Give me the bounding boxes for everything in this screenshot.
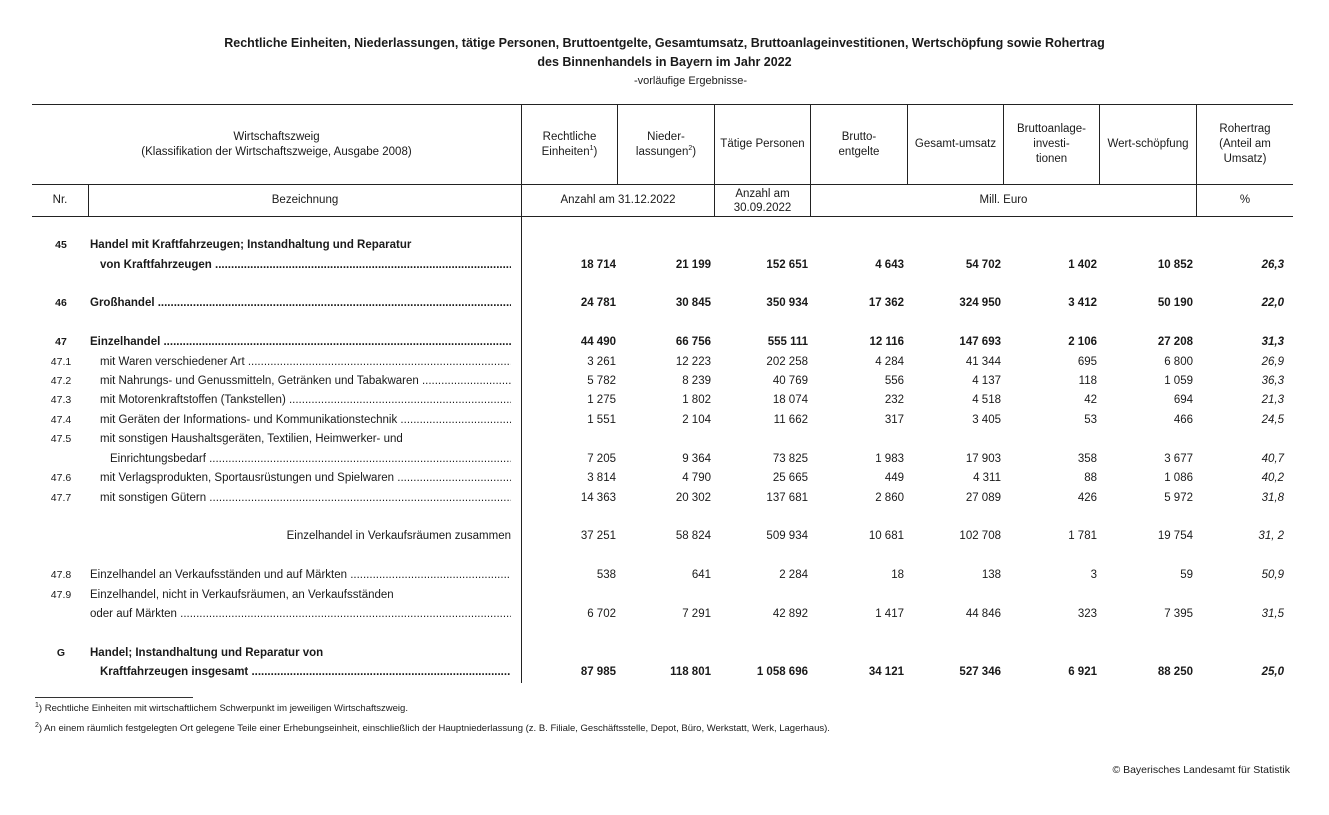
header-text: Rechtliche [542,130,597,143]
cell-value: 137 681 [766,492,808,504]
row-number: 47.7 [50,492,72,504]
header-text: Gesamt-umsatz [914,138,997,150]
cell-value: 694 [1173,394,1193,406]
footnote-rule [35,697,193,698]
header-text: Einheiten [541,145,590,158]
row-number: 46 [55,297,67,309]
cell-value: 21,3 [1261,394,1284,406]
header-text: entgelte [838,145,880,158]
cell-value: 4 137 [972,375,1001,387]
cell-value: 18 074 [772,394,808,406]
row-number: 47.8 [50,569,72,581]
row-label: mit Geräten der Informations- und Kommunikationstechnik ..... [100,414,511,426]
unit-mill-euro: Mill. Euro [979,194,1028,206]
cell-value: 1 402 [1068,259,1097,271]
cell-value: 1 417 [875,608,904,620]
cell-value: 40,7 [1261,453,1284,465]
unit-anzahl-30-09 [715,185,810,216]
cell-value: 3 [1090,569,1097,581]
cell-value: 3 405 [972,414,1001,426]
unit-percent: % [1239,194,1251,206]
cell-value: 102 708 [959,530,1001,542]
cell-value: 8 239 [682,375,711,387]
cell-value: 1 059 [1164,375,1193,387]
cell-value: 1 086 [1164,472,1193,484]
cell-value: 36,3 [1261,375,1284,387]
header-rechtliche-einheiten [522,105,617,184]
row-number: 47 [55,336,67,348]
cell-value: 350 934 [766,297,808,309]
cell-value: 1 781 [1068,530,1097,542]
cell-value: 58 824 [675,530,711,542]
cell-value: 232 [884,394,904,406]
cell-value: 87 985 [580,666,616,678]
row-label: mit Verlagsprodukten, Sportausrüstungen und Spielwaren ..... [100,472,511,484]
cell-value: 1 058 696 [756,666,808,678]
cell-value: 147 693 [959,336,1001,348]
row-label: Einzelhandel in Verkaufsräumen zusammen [286,530,511,542]
cell-value: 1 551 [587,414,616,426]
table-title-line2: des Binnenhandels in Bayern im Jahr 2022 [537,55,792,69]
copyright: © Bayerisches Landesamt für Statistik [1112,764,1290,776]
cell-value: 4 284 [875,356,904,368]
cell-value: 4 790 [682,472,711,484]
row-label: von Kraftfahrzeugen ..... [100,259,511,271]
table-subtitle: -vorläufige Ergebnisse- [633,75,748,87]
cell-value: 426 [1077,492,1097,504]
cell-value: 324 950 [959,297,1001,309]
cell-value: 40 769 [772,375,808,387]
cell-value: 59 [1180,569,1193,581]
cell-value: 66 756 [675,336,711,348]
cell-value: 118 [1078,375,1097,387]
cell-value: 50 190 [1157,297,1193,309]
cell-value: 88 250 [1157,666,1193,678]
cell-value: 17 362 [868,297,904,309]
cell-value: 527 346 [959,666,1001,678]
cell-value: 42 892 [772,608,808,620]
cell-value: 41 344 [965,356,1001,368]
cell-value: 18 [891,569,904,581]
cell-value: 73 825 [772,453,808,465]
row-label: Einzelhandel an Verkaufsständen und auf Märkten ..... [90,569,511,581]
cell-value: 2 106 [1068,336,1097,348]
row-label: Handel mit Kraftfahrzeugen; Instandhaltung und Reparatur [90,239,412,251]
cell-value: 25,0 [1261,666,1284,678]
cell-value: 11 662 [773,414,808,426]
cell-value: 25 665 [772,472,808,484]
header-text: Bruttoanlage- [1016,123,1087,135]
header-text: Brutto- [841,130,877,143]
row-number: 45 [55,239,67,251]
header-bruttoanlageinvestitionen [1004,105,1099,184]
header-text: 30.09.2022 [733,201,792,214]
cell-value: 12 223 [675,356,711,368]
row-number: 47.4 [50,414,72,426]
cell-value: 5 972 [1164,492,1193,504]
cell-value: 44 490 [580,336,616,348]
cell-value: 6 800 [1164,356,1193,368]
header-niederlassungen [618,105,714,184]
footnote-2 [35,723,830,734]
cell-value: 3 412 [1068,297,1097,309]
header-text: Wert-schöpfung [1107,138,1189,150]
cell-value: 1 802 [682,394,711,406]
row-number: 47.5 [50,433,72,445]
cell-value: 26,9 [1261,356,1284,368]
footnote-marker: 1 [35,701,39,709]
header-text: Nieder- [647,130,685,143]
cell-value: 10 681 [868,530,904,542]
cell-value: 6 702 [587,608,616,620]
header-wz-line1: Wirtschaftszweig [233,130,320,143]
cell-value: 449 [884,472,904,484]
cell-value: 556 [884,375,904,387]
cell-value: 27 089 [965,492,1001,504]
cell-value: 10 852 [1157,259,1193,271]
header-wertschoepfung [1100,105,1196,184]
cell-value: 555 111 [767,336,808,348]
row-label: mit Waren verschiedener Art ..... [100,356,511,368]
header-text: Anzahl am [735,187,790,200]
cell-value: 34 121 [868,666,904,678]
header-nr: Nr. [52,194,68,206]
cell-value: 509 934 [766,530,808,542]
cell-value: 30 845 [675,297,711,309]
row-label: mit Motorenkraftstoffen (Tankstellen) ..... [100,394,511,406]
header-text: Tätige Personen [720,138,805,150]
cell-value: 31,8 [1261,492,1284,504]
cell-value: 4 311 [973,472,1001,484]
footnote-marker: 2 [35,721,39,729]
header-bruttoentgelte [811,105,907,184]
cell-value: 2 284 [779,569,808,581]
row-number: 47.6 [50,472,72,484]
cell-value: 19 754 [1157,530,1193,542]
cell-value: 358 [1077,453,1097,465]
header-text: investi- [1033,138,1070,150]
cell-value: 37 251 [580,530,616,542]
row-label: Kraftfahrzeugen insgesamt ..... [100,666,511,678]
cell-value: 641 [691,569,711,581]
header-wirtschaftszweig [32,105,521,184]
cell-value: 24 781 [580,297,616,309]
cell-value: 695 [1077,356,1097,368]
cell-value: 42 [1084,394,1097,406]
cell-value: 3 677 [1164,453,1193,465]
row-number: 47.9 [50,589,72,601]
row-number: G [56,647,66,659]
cell-value: 31, 2 [1258,530,1284,542]
cell-value: 2 860 [875,492,904,504]
row-label: Einzelhandel ..... [90,336,511,348]
cell-value: 6 921 [1068,666,1097,678]
header-bottom-rule [32,216,1293,217]
footnote-1 [35,703,408,714]
cell-value: 7 395 [1164,608,1193,620]
footnote-text: ) Rechtliche Einheiten mit wirtschaftlichem Schwerpunkt im jeweiligen Wirtschaftszweig. [38,703,408,714]
header-taetige-personen [715,105,810,184]
cell-value: 44 846 [965,608,1001,620]
header-text: ) [692,145,697,158]
cell-value: 53 [1084,414,1097,426]
footnote-ref: 2 [688,144,693,152]
header-text: Umsatz) [1223,153,1267,165]
row-number: 47.1 [50,356,72,368]
cell-value: 26,3 [1261,259,1284,271]
cell-value: 1 983 [875,453,904,465]
cell-value: 88 [1084,472,1097,484]
cell-value: 40,2 [1261,472,1284,484]
cell-value: 24,5 [1261,414,1284,426]
cell-value: 138 [981,569,1001,581]
row-label: Handel; Instandhaltung und Reparatur von [90,647,324,659]
cell-value: 3 814 [587,472,616,484]
unit-anzahl-31-12: Anzahl am 31.12.2022 [560,194,676,206]
cell-value: 4 518 [972,394,1001,406]
header-text: (Anteil am [1219,138,1271,150]
header-rohertrag [1197,105,1293,184]
header-wz-line2: (Klassifikation der Wirtschaftszweige, Ausgabe 2008) [141,145,412,158]
cell-value: 118 801 [670,666,711,678]
cell-value: 317 [884,414,904,426]
cell-value: 54 702 [965,259,1001,271]
cell-value: 538 [596,569,616,581]
cell-value: 22,0 [1261,297,1284,309]
footnote-ref: 1 [589,144,594,152]
header-bezeichnung: Bezeichnung [271,194,339,206]
cell-value: 323 [1077,608,1097,620]
cell-value: 12 116 [869,336,904,348]
row-label: mit sonstigen Gütern ..... [100,492,511,504]
cell-value: 1 275 [587,394,616,406]
cell-value: 466 [1173,414,1193,426]
cell-value: 202 258 [766,356,808,368]
row-label: Einzelhandel, nicht in Verkaufsräumen, an Verkaufsständen [90,589,394,601]
cell-value: 31,3 [1261,336,1284,348]
table-title-line1: Rechtliche Einheiten, Niederlassungen, tätige Personen, Bruttoentgelte, Gesamtumsatz, Bruttoanlageinvestitionen, Wertschöpfung sowie Rohertrag [224,36,1105,50]
cell-value: 17 903 [965,453,1001,465]
cell-value: 31,5 [1261,608,1284,620]
cell-value: 21 199 [675,259,711,271]
row-number: 47.2 [50,375,72,387]
cell-value: 152 651 [766,259,808,271]
header-text: lassungen [635,145,689,158]
cell-value: 5 782 [587,375,616,387]
header-text: ) [593,145,598,158]
cell-value: 50,9 [1261,569,1284,581]
cell-value: 27 208 [1157,336,1193,348]
cell-value: 7 205 [587,453,616,465]
cell-value: 14 363 [580,492,616,504]
row-label: mit sonstigen Haushaltsgeräten, Textilien, Heimwerker- und [100,433,403,445]
cell-value: 2 104 [682,414,711,426]
header-gesamtumsatz [908,105,1003,184]
cell-value: 4 643 [875,259,904,271]
row-label: Großhandel ..... [90,297,511,309]
row-label: oder auf Märkten ..... [90,608,511,620]
header-text: tionen [1035,153,1068,165]
cell-value: 9 364 [682,453,711,465]
cell-value: 18 714 [580,259,616,271]
cell-value: 7 291 [682,608,711,620]
row-number: 47.3 [50,394,72,406]
row-label: Einrichtungsbedarf ..... [110,453,511,465]
footnote-text: ) An einem räumlich festgelegten Ort gelegene Teile einer Erhebungseinheit, einschließlich der Hauptniederlassung (z. B. Filiale, Geschäftsstelle, Depot, Büro, Werkstatt, Werk, Lagerhaus). [38,723,830,734]
header-text: Rohertrag [1219,123,1271,135]
cell-value: 3 261 [587,356,616,368]
row-label: mit Nahrungs- und Genussmitteln, Getränken und Tabakwaren ..... [100,375,511,387]
cell-value: 20 302 [675,492,711,504]
